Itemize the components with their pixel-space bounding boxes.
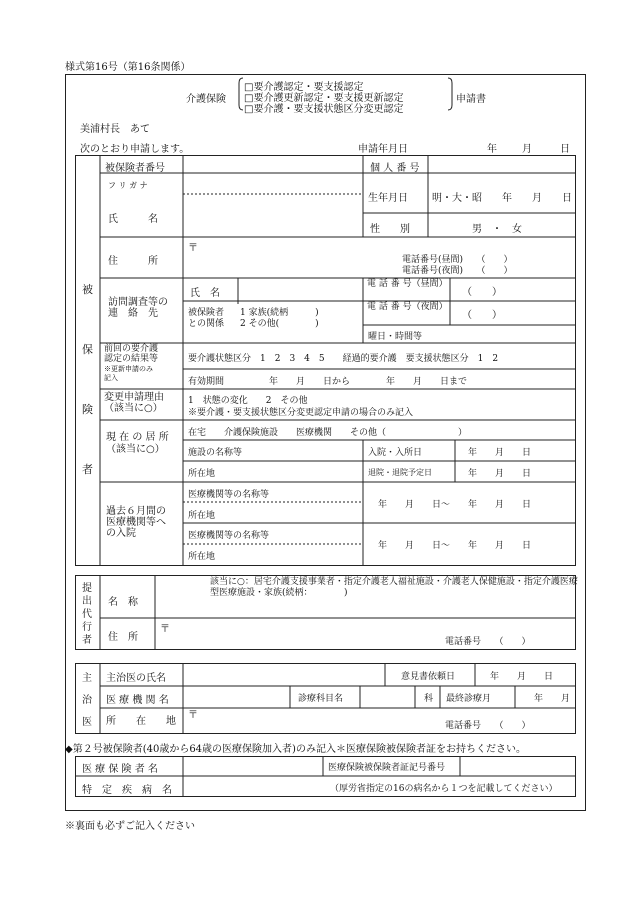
visit-phone-day-field[interactable]: （ ） xyxy=(462,287,502,298)
relation-options[interactable]: 1 家族(続柄 ) 2 その他( ) xyxy=(240,308,319,329)
shinseisho-label: 申請書 xyxy=(456,94,486,105)
visit-phone-night-field[interactable]: （ ） xyxy=(462,310,502,321)
visit-phone-night-label: 電 話 番 号（夜間） xyxy=(367,302,448,312)
doctor-phone[interactable]: 電話番号 （ ） xyxy=(445,721,531,731)
visit-contact-label: 訪問調査等の 連 絡 先 xyxy=(108,297,168,319)
section-doctor: 主治医 xyxy=(82,673,92,728)
phone-day[interactable]: 電話番号(昼間) （ ） xyxy=(402,255,513,265)
medical-name-label-1: 医療機関等の名称等 xyxy=(188,490,270,500)
section-hihokensha: 被保険者 xyxy=(82,283,93,476)
agent-phone[interactable]: 電話番号 （ ） xyxy=(445,637,531,647)
weekday-time-label: 曜日・時間等 xyxy=(368,332,423,342)
relation-label: 被保険者 との関係 xyxy=(188,308,225,329)
discharge-label: 退院・退院予定日 xyxy=(368,468,432,477)
doctor-postal[interactable]: 〒 xyxy=(188,710,198,721)
name-label: 氏 名 xyxy=(108,214,158,225)
change-reason-options[interactable]: 1 状態の変化 2 その他 xyxy=(188,396,308,406)
apply-day: 日 xyxy=(560,144,570,155)
facility-name-label: 施設の名称等 xyxy=(188,448,243,458)
medical-location-label-2: 所在地 xyxy=(188,552,216,562)
visit-phone-day-label: 電 話 番 号（昼間） xyxy=(367,279,448,289)
opinion-date-label: 意見書依頼日 xyxy=(401,672,456,682)
residence-label: 現 在 の 居 所 （該当に○） xyxy=(106,432,169,455)
insured-number-field[interactable] xyxy=(184,156,362,172)
medical-name-label-2: 医療機関等の名称等 xyxy=(188,531,270,541)
individual-number-label: 個 人 番 号 xyxy=(370,163,420,174)
admission-date[interactable]: 年 月 日 xyxy=(468,448,532,458)
visit-name-label: 氏 名 xyxy=(190,288,220,299)
option-checkbox-nintei[interactable]: □要介護認定・要支援認定 xyxy=(244,82,364,93)
agent-type-options[interactable]: 該当に○：居宅介護支援事業者・指定介護老人福祉施設・介護老人保健施設・指定介護医療 型医療施設・家族(続柄： ) xyxy=(210,577,578,598)
apply-year: 年 xyxy=(487,144,497,155)
kaigo-hoken-label: 介護保険 xyxy=(186,94,226,105)
birthdate-label: 生年月日 xyxy=(368,193,408,204)
last-visit-field[interactable]: 年 月 xyxy=(534,694,571,704)
doctor-name-label: 主治医の氏名 xyxy=(106,673,166,684)
disease-note: （厚労省指定の16の病名から１つを記載してください） xyxy=(330,784,558,794)
prev-result-label: 前回の要介護 認定の結果等 xyxy=(104,344,159,364)
furigana-label: フ リ ガ ナ xyxy=(108,181,148,190)
agent-address-label: 住 所 xyxy=(108,632,138,643)
apply-month: 月 xyxy=(522,144,532,155)
valid-period[interactable]: 有効期間 年 月 日から 年 月 日まで xyxy=(188,377,468,387)
past-hospital-label: 過去６月間の 医療機関等へ の入院 xyxy=(106,506,166,539)
option-checkbox-henko[interactable]: □要介護・要支援状態区分変更認定 xyxy=(244,104,404,115)
change-reason-label: 変更申請理由 （該当に○） xyxy=(104,392,164,414)
individual-number-field[interactable] xyxy=(429,156,574,172)
change-reason-note: ※要介護・要支援状態区分変更認定申請の場合のみ記入 xyxy=(188,408,414,418)
sex-label: 性 別 xyxy=(370,224,410,235)
facility-location-label: 所在地 xyxy=(188,469,216,479)
agent-postal[interactable]: 〒 xyxy=(160,624,170,635)
period-2[interactable]: 年 月 日〜 年 月 日 xyxy=(378,541,532,551)
sex-field[interactable]: 男 ・ 女 xyxy=(472,224,522,235)
department-label: 診療科目名 xyxy=(298,694,344,704)
insurer-label: 医 療 保 険 者 名 xyxy=(82,764,158,775)
opinion-date-field[interactable]: 年 月 日 xyxy=(490,672,554,682)
section-agent: 提出代行者 xyxy=(82,583,92,646)
agent-name-label: 名 称 xyxy=(108,597,138,608)
admission-label: 入院・入所日 xyxy=(368,448,423,458)
option-checkbox-koshin[interactable]: □要介護更新認定・要支援更新認定 xyxy=(244,93,404,104)
addressee: 美浦村長 あて xyxy=(80,124,150,135)
doctor-location-label: 所 在 地 xyxy=(106,716,176,727)
address-label: 住 所 xyxy=(108,256,158,267)
apply-date-label: 申請年月日 xyxy=(358,144,408,155)
discharge-date[interactable]: 年 月 日 xyxy=(468,469,532,479)
care-level-options[interactable]: 要介護状態区分 1 2 3 4 5 経過的要介護 要支援状態区分 1 2 xyxy=(188,354,499,364)
second-insured-note: ◆第２号被保険者(40歳から64歳の医療保険加入者)のみ記入＊医療保険被保険者証をお持ちください。 xyxy=(65,744,526,755)
prev-result-note: ※更新申請のみ 記入 xyxy=(104,365,153,382)
name-field[interactable] xyxy=(184,174,362,236)
disease-label: 特 定 疾 病 名 xyxy=(82,785,172,796)
phone-night[interactable]: 電話番号(夜間) （ ） xyxy=(402,266,513,276)
birthdate-field[interactable]: 明・大・昭 年 月 日 xyxy=(432,193,572,204)
department-ka: 科 xyxy=(424,694,434,704)
residence-options[interactable]: 在宅 介護保険施設 医療機関 その他（ ） xyxy=(188,428,468,438)
medical-location-label-1: 所在地 xyxy=(188,511,216,521)
footer-note: ※裏面も必ずご記入ください xyxy=(65,821,195,832)
period-1[interactable]: 年 月 日〜 年 月 日 xyxy=(378,500,532,510)
card-number-label: 医療保険被保険者証記号番号 xyxy=(328,763,446,773)
last-visit-label: 最終診療月 xyxy=(446,694,492,704)
form-number: 様式第16号（第16条関係） xyxy=(65,62,191,73)
intro-text: 次のとおり申請します。 xyxy=(80,144,190,155)
address-postal[interactable]: 〒 xyxy=(188,243,198,254)
institution-label: 医 療 機 関 名 xyxy=(106,695,169,706)
insured-number-label: 被保険者番号 xyxy=(105,163,165,174)
